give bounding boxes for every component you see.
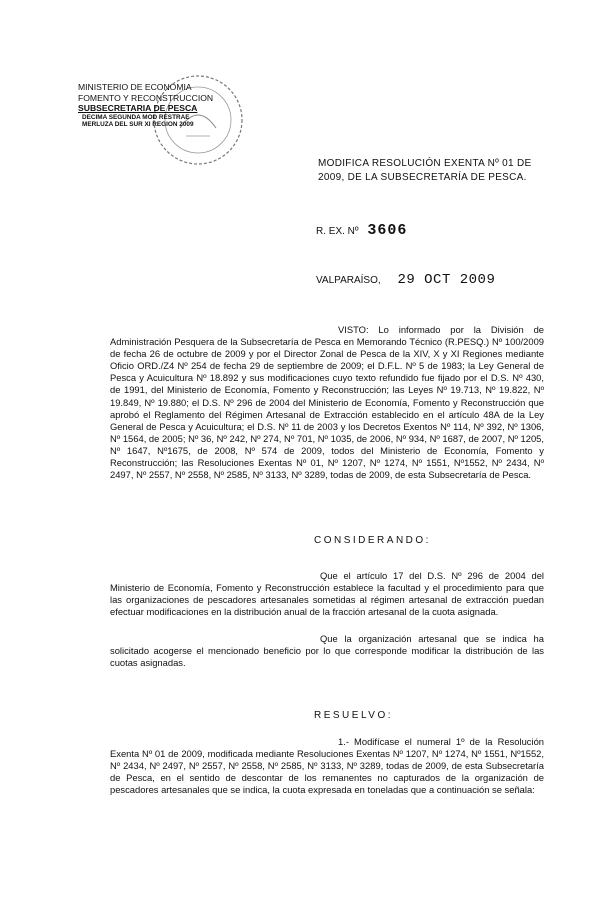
place-date-line bbox=[316, 272, 495, 288]
considerando-paragraph-1: Que el artículo 17 del D.S. Nº 296 de 2004 del Ministerio de Economía, Fomento y Reconstrucción establece la facultad y el procedimiento para que las organizaciones de pescadores artesanales sometidas al régimen artesanal de extracción puedan efectuar modificaciones en la distribución anual de la fracción artesanal de la cuota asignada. bbox=[110, 570, 544, 618]
visto-paragraph: VISTO: Lo informado por la División de Administración Pesquera de la Subsecretaría de Pesca en Memorando Técnico (R.PESQ.) Nº 100/2009 de fecha 26 de octubre de 2009 y por el Director Zonal de Pesca de la XIV, X y XI Regiones mediante Oficio ORD./Z4 Nº 254 de fecha 29 de septiembre de 2009; el D.F.L. Nº 5 de 1983; la Ley General de Pesca y Acuicultura Nº 18.892 y sus modificaciones cuyo texto refundido fue fijado por el D.S. Nº 430, de 1991, del Ministerio de Economía, Fomento y Reconstrucción; las Leyes Nº 19.713, Nº 19.822, Nº 19.849, Nº 19.880; el D.S. Nº 296 de 2004 del Ministerio de Economía, Fomento y Reconstrucción que aprobó el Reglamento del Régimen Artesanal de Extracción establecido en el artículo 48A de la Ley General de Pesca y Acuicultura; el D.S. Nº 11 de 2003 y los Decretos Exentos Nº 114, Nº 392, Nº 1306, Nº 1564, de 2005; Nº 36, Nº 242, Nº 274, Nº 701, Nº 1035, de 2006, Nº 934, Nº 1687, de 2007, Nº 1205, Nº 1647, Nº1675, de 2008, Nº 574 de 2009, todos del Ministerio de Economía, Fomento y Reconstrucción; las Resoluciones Exentas Nº 01, Nº 1207, Nº 1274, Nº 1551, Nº1552, Nº 2434, Nº 2497, Nº 2557, Nº 2558, Nº 2585, Nº 3133, Nº 3289, todas de 2009, de esta Subsecretaría de Pesca. bbox=[110, 324, 544, 481]
subsecretaria-name: SUBSECRETARIA DE PESCA bbox=[78, 103, 198, 114]
document-code-line-2: MERLUZA DEL SUR XI REGION 2009 bbox=[82, 121, 194, 129]
document-code-line-1: DECIMA SEGUNDA MOD RESTRAE bbox=[82, 113, 190, 121]
resuelvo-paragraph-1: 1.- Modifícase el numeral 1º de la Resolución Exenta Nº 01 de 2009, modificada mediante Resoluciones Exentas Nº 1207, Nº 1274, Nº 1551, Nº1552, Nº 2434, Nº 2497, Nº 2557, Nº 2558, Nº 2585, Nº 3133, Nº 3289, todas de 2009, de esta Subsecretaría de Pesca, en el sentido de descontar de los remanentes no capturados de la organización de pescadores artesanales que se indica, la cuota expresada en toneladas que a continuación se señala: bbox=[110, 736, 544, 796]
date-stamp: 29 OCT 2009 bbox=[397, 272, 496, 288]
resolution-number: 3606 bbox=[367, 222, 408, 239]
document-subject: MODIFICA RESOLUCIÓN EXENTA Nº 01 DE 2009, DE LA SUBSECRETARÍA DE PESCA. bbox=[318, 158, 532, 183]
ministry-name: MINISTERIO DE ECONOMIA bbox=[78, 82, 192, 92]
resolution-number-line bbox=[316, 222, 407, 239]
place: VALPARAÍSO, bbox=[316, 275, 381, 286]
letterhead bbox=[78, 82, 258, 129]
considerando-heading: CONSIDERANDO: bbox=[314, 535, 431, 546]
resolution-label: R. EX. Nº bbox=[316, 226, 359, 237]
considerando-paragraph-2: Que la organización artesanal que se indica ha solicitado acogerse el mencionado beneficio por lo que corresponde modificar la distribución de las cuotas asignadas. bbox=[110, 633, 544, 669]
ministry-name-continued: FOMENTO Y RECONSTRUCCION bbox=[78, 92, 214, 103]
resuelvo-heading: RESUELVO: bbox=[314, 710, 393, 721]
